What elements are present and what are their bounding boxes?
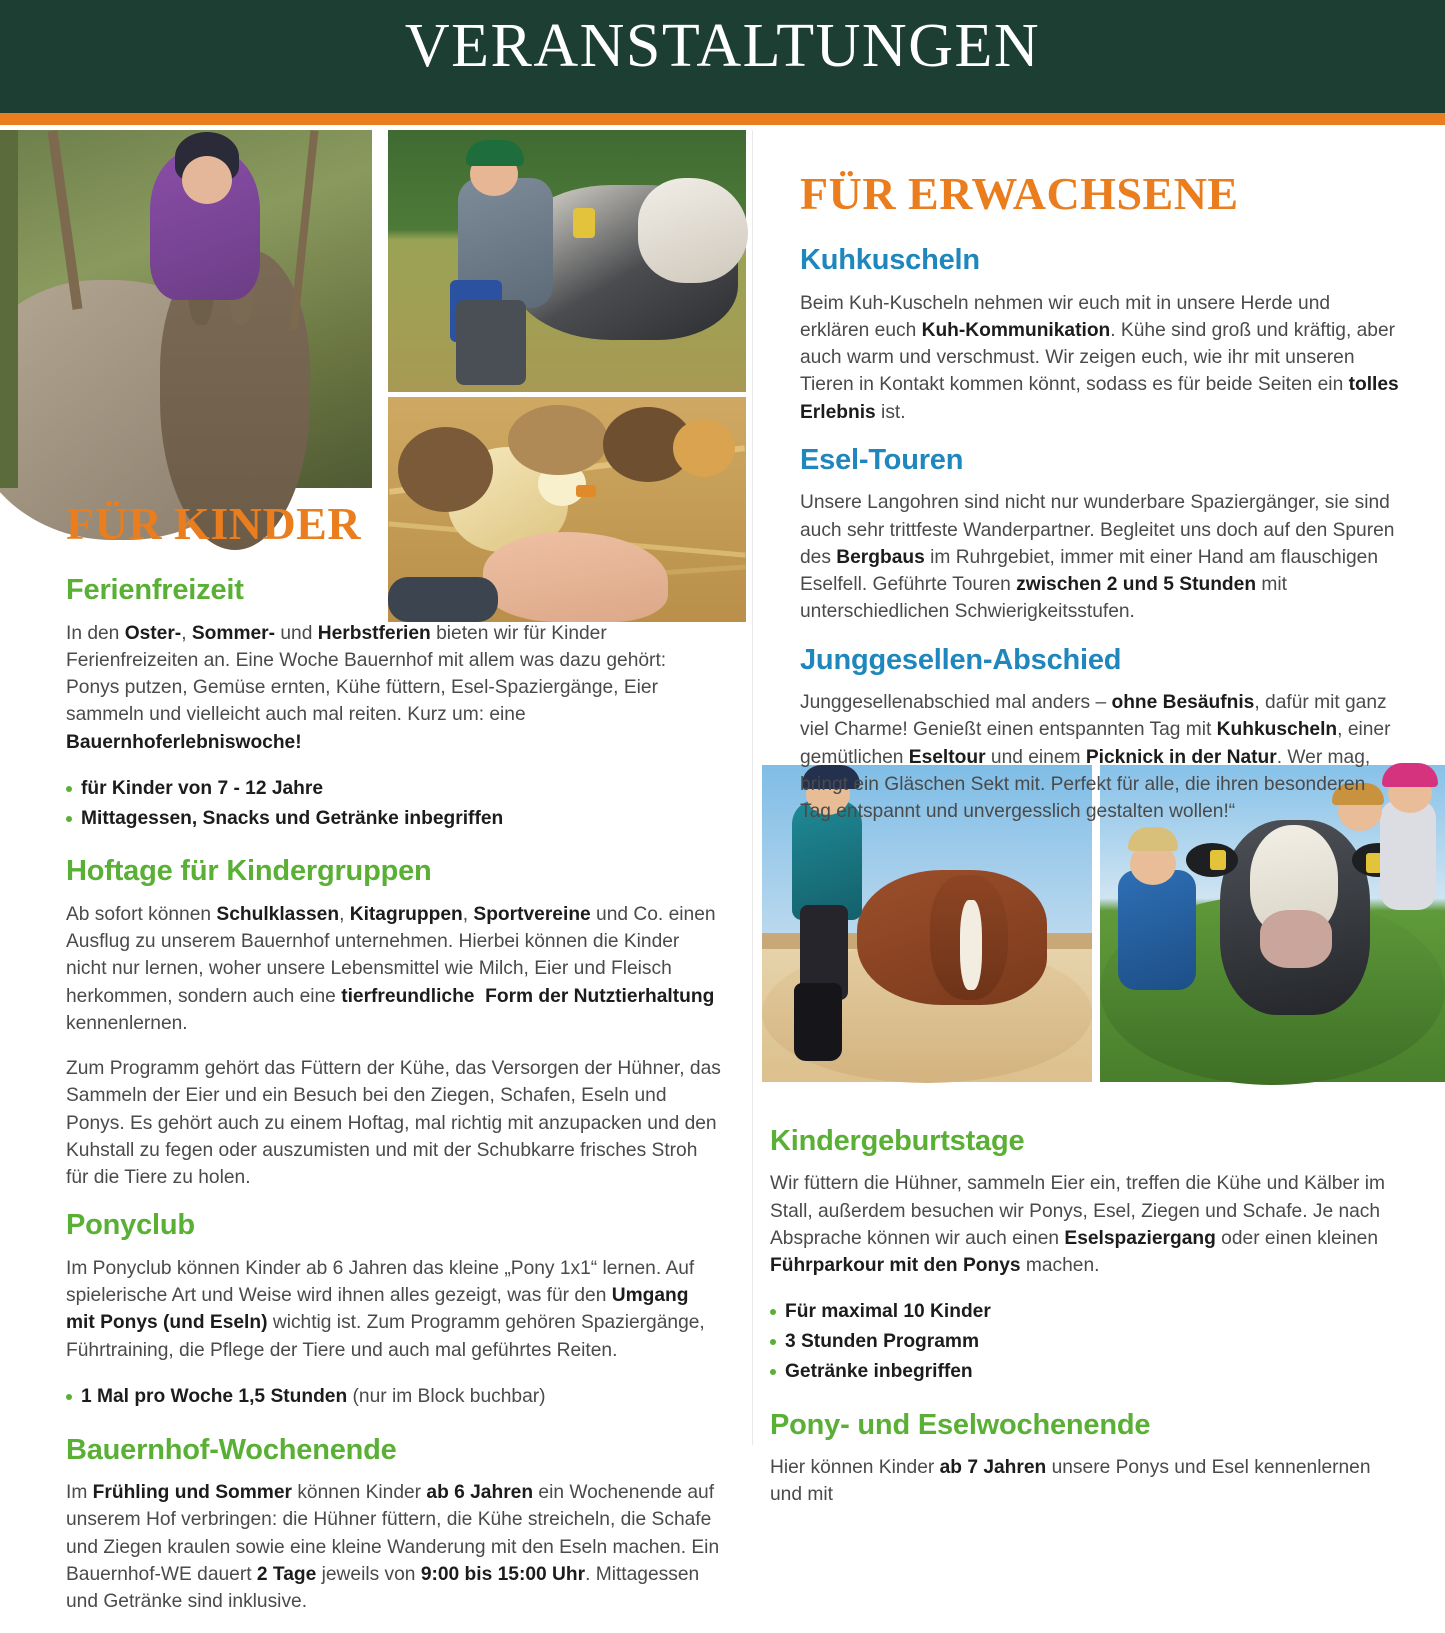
section-body-kindergeburtstage: Wir füttern die Hühner, sammeln Eier ein, treffen die Kühe und Kälber im Stall, außerdem besuchen wir Ponys, Esel, Ziegen und Schafe. Je nach Absprache können wir auch einen Eselspaziergang oder einen kleinen Führparkour mit den Ponys machen. [770, 1173, 1386, 1277]
section-body-bauernhof-wochenende: Im Frühling und Sommer können Kinder ab 6 Jahren ein Wochenende auf unserem Hof verbringen: die Hühner füttern, die Kühe streicheln, die Schafe und Ziegen kraulen sowie eine kleine Wanderung mit den Eseln machen. Ein Bauernhof-WE dauert 2 Tage jeweils von 9:00 bis 15:00 Uhr. Mittagessen und Getränke sind inklusive. [66, 1481, 720, 1613]
kinder-lower-column [770, 1125, 1405, 1527]
list-item: Für maximal 10 Kinder [770, 1297, 1405, 1327]
section-body-ferienfreizeit: In den Oster-, Sommer- und Herbstferien bieten wir für Kinder Ferienfreizeiten an. Eine Woche Bauernhof mit allem was dazu gehört: Ponys putzen, Gemüse ernten, Kühe füttern, Esel-Spaziergänge, Eier sammeln und vielleicht auch mal reiten. Kurz um: eine Bauernhoferlebniswoche! [66, 622, 667, 753]
header-accent-rule [0, 113, 1445, 125]
section-title-kindergeburtstage: Kindergeburtstage [770, 1125, 1025, 1157]
section-title-hoftage: Hoftage für Kindergruppen [66, 855, 432, 888]
section-body-junggesellen-abschied: Junggesellenabschied mal anders – ohne Besäufnis, dafür mit ganz viel Charme! Genießt einen entspannten Tag mit Kuhkuscheln, einer gemütlichen Eseltour und einem Picknick in der Natur. Wer mag, bringt ein Gläschen Sekt mit. Perfekt für alle, die ihren besonderen Tag entspannt und unvergesslich gestalten wollen!“ [800, 691, 1391, 823]
section-body-esel-touren: Unsere Langohren sind nicht nur wunderbare Spaziergänger, sie sind auch sehr trittfeste Wanderpartner. Begleitet uns doch auf den Spuren des Bergbaus im Ruhrgebiet, immer mit einer Hand am flauschigen Eselfell. Geführte Touren zwischen 2 und 5 Stunden mit unterschiedlichen Schwierigkeitsstufen. [800, 492, 1395, 623]
section-body-kuhkuscheln: Beim Kuh-Kuscheln nehmen wir euch mit in unsere Herde und erklären euch Kuh-Kommunikation. Kühe sind groß und kräftig, aber auch warm und verschmust. Wir zeigen euch, wie ihr mit unseren Tieren in Kontakt kommen könnt, sodass es für beide Seiten ein tolles Erlebnis ist. [800, 292, 1399, 423]
section-title-kuhkuscheln: Kuhkuscheln [800, 244, 980, 277]
list-item: Getränke inbegriffen [770, 1357, 1405, 1387]
column-divider [752, 130, 753, 1445]
section-title-ferienfreizeit: Ferienfreizeit [66, 574, 244, 607]
section-title-bauernhof-wochenende: Bauernhof-Wochenende [66, 1433, 397, 1466]
section-title-pony-eselwochenende: Pony- und Eselwochenende [770, 1408, 1151, 1441]
list-item: 1 Mal pro Woche 1,5 Stunden (nur im Block buchbar) [66, 1382, 721, 1412]
bullet-list-ferienfreizeit [66, 774, 721, 834]
list-item: für Kinder von 7 - 12 Jahre [66, 774, 721, 804]
section-title-ponyclub: Ponyclub [66, 1209, 195, 1242]
section-title-esel-touren: Esel-Touren [800, 443, 964, 476]
erwachsene-column [800, 170, 1400, 843]
page-header-banner [0, 0, 1445, 113]
donkey-with-woman-photo [0, 130, 372, 488]
section-body-hoftage-2: Zum Programm gehört das Füttern der Kühe, das Versorgen der Hühner, das Sammeln der Eier und ein Besuch bei den Ziegen, Schafen, Eseln und Ponys. Es gehört auch zu einem Hoftag, mal richtig mit anzupacken und den Kuhstall zu fegen oder auszumisten und mit der Schubkarre frisches Stroh für die Tiere zu holen. [66, 1058, 721, 1189]
kinder-column [66, 500, 721, 1633]
list-item: Mittagessen, Snacks und Getränke inbegriffen [66, 804, 721, 834]
list-item: 3 Stunden Programm [770, 1327, 1405, 1357]
section-title-junggesellen-abschied: Junggesellen-Abschied [800, 643, 1122, 676]
man-hugging-cow-photo [388, 130, 746, 392]
section-body-ponyclub: Im Ponyclub können Kinder ab 6 Jahren das kleine „Pony 1x1“ lernen. Auf spielerische Art und Weise wird ihnen alles gezeigt, was für den Umgang mit Ponys (und Eseln) wichtig ist. Zum Programm gehören Spaziergänge, Führtraining, die Pflege der Tiere und auch mal geführtes Reiten. [66, 1257, 705, 1361]
erwachsene-heading: FÜR ERWACHSENE [800, 168, 1239, 219]
kinder-heading: FÜR KINDER [66, 498, 362, 549]
section-body-hoftage-1: Ab sofort können Schulklassen, Kitagruppen, Sportvereine und Co. einen Ausflug zu unserem Bauernhof unternehmen. Hierbei können die Kinder nicht nur lernen, woher unsere Lebensmittel wie Milch, Eier und Fleisch herkommen, sondern auch eine tierfreundliche Form der Nutztierhaltung kennenlernen. [66, 903, 716, 1034]
section-body-pony-eselwochenende: Hier können Kinder ab 7 Jahren unsere Ponys und Esel kennenlernen und mit [770, 1457, 1371, 1506]
bullet-list-kindergeburtstage [770, 1297, 1405, 1386]
bullet-list-ponyclub [66, 1382, 721, 1412]
page-title: VERANSTALTUNGEN [404, 12, 1041, 80]
